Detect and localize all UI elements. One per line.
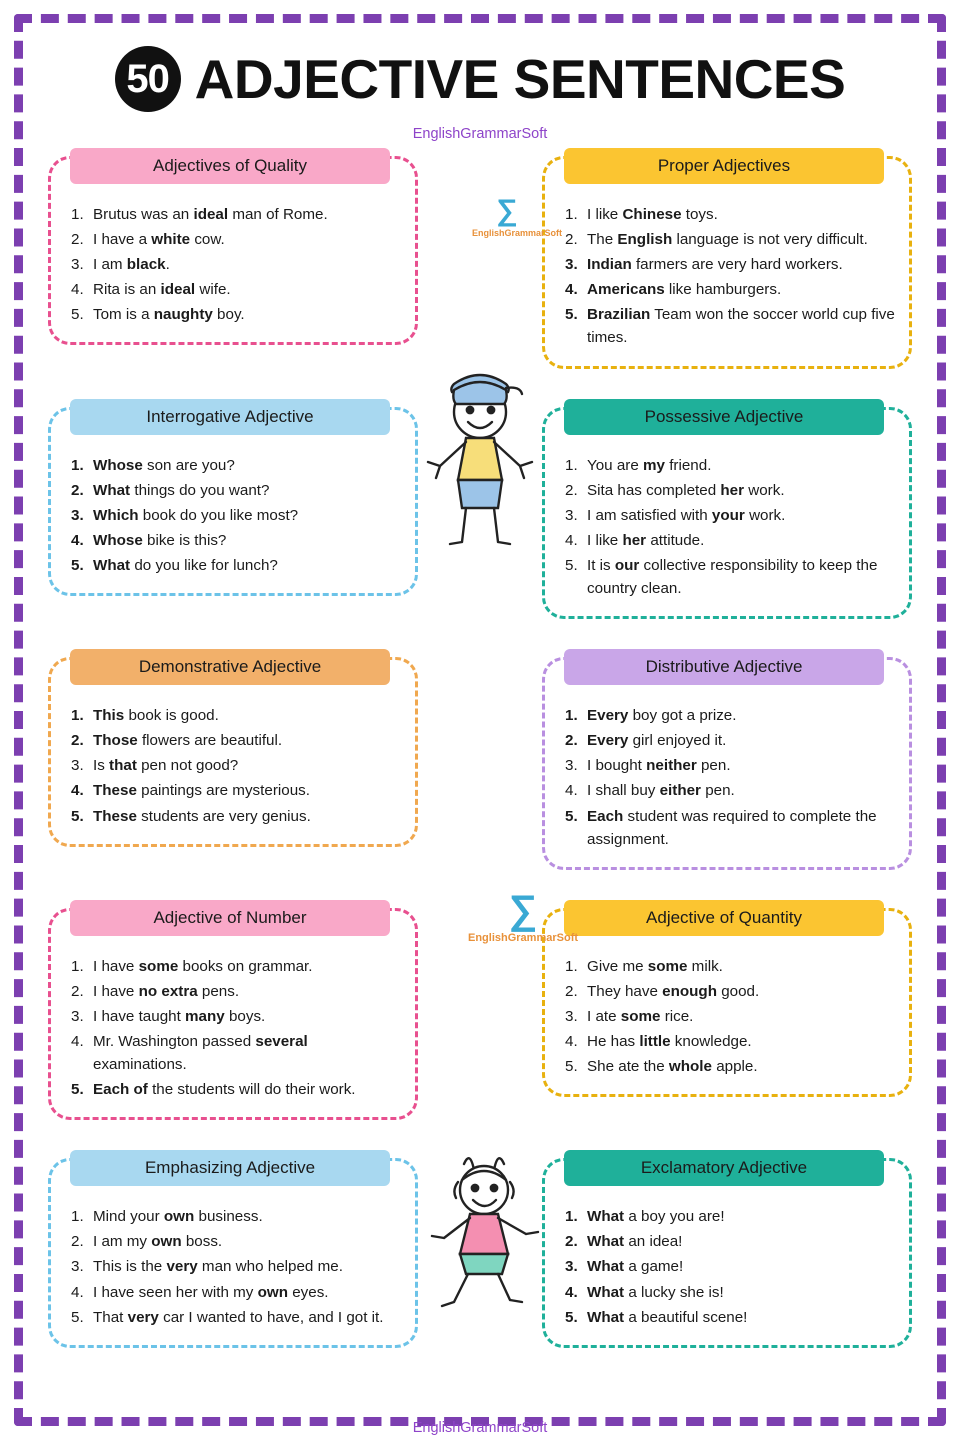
card-title-adjective-of-quantity: Adjective of Quantity: [564, 900, 884, 936]
list-item: [65, 754, 401, 777]
card-possessive-adjective: [532, 399, 922, 632]
list-item-number: 4.: [565, 1283, 578, 1301]
page-title: ADJECTIVE SENTENCES: [194, 48, 846, 110]
sentence-list: [65, 704, 401, 827]
list-item: [65, 729, 401, 752]
list-item-text: What a lucky she is!: [587, 1283, 724, 1301]
list-item: [559, 1030, 895, 1053]
list-item-number: 2.: [565, 732, 578, 750]
brand-logo-mark-icon: ∑: [508, 888, 538, 932]
list-item-number: 4.: [565, 281, 578, 299]
sentence-list: [65, 955, 401, 1102]
card-exclamatory-adjective: [532, 1150, 922, 1359]
list-item-number: 1.: [71, 206, 84, 223]
card-title-adjective-of-number: Adjective of Number: [70, 900, 390, 936]
list-item-text: Sita has completed her work.: [587, 481, 785, 499]
list-item-number: 3.: [71, 757, 84, 775]
count-badge: 50: [115, 46, 181, 112]
list-item-number: 3.: [565, 1258, 578, 1276]
list-item-text: Mind your own business.: [93, 1208, 263, 1226]
list-item: [65, 1281, 401, 1304]
card-body-demonstrative-adjective: [48, 657, 418, 846]
list-item: [559, 303, 895, 349]
list-item-number: 4.: [71, 1032, 84, 1050]
card-interrogative-adjective: [38, 399, 428, 632]
list-item: [559, 504, 895, 527]
list-item: [65, 955, 401, 978]
card-distributive-adjective: [532, 649, 922, 882]
list-item-number: 3.: [565, 256, 578, 274]
list-item: [559, 1281, 895, 1304]
list-item: [65, 1306, 401, 1329]
list-item-text: Whose son are you?: [93, 456, 235, 474]
list-item-number: 1.: [565, 456, 578, 474]
poster-content: [38, 30, 922, 1410]
list-item-text: Mr. Washington passed several examinations.: [93, 1032, 308, 1074]
brand-top: EnglishGrammarSoft: [412, 126, 548, 142]
list-item: [559, 980, 895, 1003]
sentence-list: [559, 1205, 895, 1328]
list-item: [65, 228, 401, 251]
list-item-number: 5.: [565, 306, 578, 324]
list-item-number: 2.: [71, 982, 84, 1000]
card-title-distributive-adjective: Distributive Adjective: [564, 649, 884, 685]
list-item-text: This is the very man who helped me.: [93, 1258, 343, 1276]
brand-logo-mark-icon: ∑: [496, 194, 518, 227]
card-body-proper-adjectives: [542, 156, 912, 369]
list-item-number: 4.: [565, 1032, 578, 1050]
sentence-list: [559, 704, 895, 851]
list-item-number: 4.: [71, 281, 84, 299]
card-body-adjectives-of-quality: [48, 156, 418, 345]
list-item-number: 2.: [565, 481, 578, 499]
list-item-text: I am my own boss.: [93, 1233, 223, 1251]
list-item-text: They have enough good.: [587, 982, 760, 1000]
list-item: [559, 1230, 895, 1253]
list-item-number: 1.: [565, 707, 578, 725]
list-item: [65, 779, 401, 802]
card-adjective-of-number: [38, 900, 428, 1133]
list-item-text: Each of the students will do their work.: [93, 1081, 356, 1099]
list-item: [65, 805, 401, 828]
brand-logo-label: EnglishGrammarSoft: [472, 228, 563, 238]
list-item-text: You are my friend.: [587, 456, 712, 474]
list-item: [559, 704, 895, 727]
list-item-number: 2.: [71, 231, 84, 249]
list-item-text: These paintings are mysterious.: [93, 782, 310, 800]
list-item-number: 4.: [71, 1283, 84, 1301]
list-item-number: 4.: [565, 782, 578, 800]
list-item-text: Brazilian Team won the soccer world cup five times.: [587, 306, 895, 347]
card-title-interrogative-adjective: Interrogative Adjective: [70, 399, 390, 435]
list-item-text: What do you like for lunch?: [93, 556, 278, 574]
list-item-text: I have a white cow.: [93, 231, 225, 249]
list-item: [559, 278, 895, 301]
list-item: [559, 1005, 895, 1028]
list-item-text: I am satisfied with your work.: [587, 506, 786, 524]
list-item: [559, 228, 895, 251]
list-item-text: Each student was required to complete the assignment.: [587, 807, 877, 848]
list-item-number: 5.: [565, 807, 578, 825]
sentence-list: [559, 203, 895, 350]
sentence-list: [65, 203, 401, 326]
card-body-exclamatory-adjective: [542, 1158, 912, 1347]
list-item-number: 3.: [565, 1007, 578, 1025]
list-item-number: 3.: [71, 1007, 84, 1025]
list-item-text: Tom is a naughty boy.: [93, 306, 245, 324]
card-title-emphasizing-adjective: Emphasizing Adjective: [70, 1150, 390, 1186]
list-item: [559, 754, 895, 777]
list-item-number: 2.: [565, 231, 578, 249]
list-item: [65, 1230, 401, 1253]
list-item: [559, 253, 895, 276]
list-item-number: 5.: [71, 1308, 84, 1326]
list-item: [559, 1205, 895, 1228]
list-item-number: 1.: [71, 957, 84, 975]
list-item: [559, 955, 895, 978]
list-item: [65, 1255, 401, 1278]
list-item-text: Which book do you like most?: [93, 506, 299, 524]
list-item-text: Give me some milk.: [587, 957, 723, 975]
list-item: [559, 554, 895, 600]
brand-logo-label: EnglishGrammarSoft: [468, 932, 579, 944]
list-item-number: 5.: [565, 1058, 578, 1076]
list-item: [65, 278, 401, 301]
sentence-list: [65, 1205, 401, 1328]
list-item-text: Americans like hamburgers.: [587, 281, 782, 299]
list-item: [559, 529, 895, 552]
list-item: [559, 203, 895, 226]
list-item-number: 1.: [565, 206, 578, 223]
list-item: [65, 504, 401, 527]
list-item-number: 2.: [71, 481, 84, 499]
list-item-text: I am black.: [93, 256, 170, 274]
list-item-number: 3.: [71, 256, 84, 274]
list-item-number: 2.: [565, 1233, 578, 1251]
card-body-interrogative-adjective: [48, 407, 418, 596]
list-item-text: I shall buy either pen.: [587, 782, 735, 800]
list-item: [65, 479, 401, 502]
list-item-text: It is our collective responsibility to keep the country clean.: [587, 556, 878, 598]
list-item-text: I have taught many boys.: [93, 1007, 266, 1025]
list-item-number: 5.: [565, 556, 578, 574]
list-item: [65, 253, 401, 276]
card-proper-adjectives: [532, 148, 922, 381]
card-body-possessive-adjective: [542, 407, 912, 620]
list-item-number: 1.: [71, 1208, 84, 1226]
list-item-number: 3.: [565, 506, 578, 524]
card-adjective-of-quantity: [532, 900, 922, 1133]
list-item-text: What things do you want?: [93, 481, 270, 499]
list-item-number: 5.: [71, 1081, 84, 1099]
list-item: [65, 704, 401, 727]
list-item-text: This book is good.: [93, 707, 219, 725]
boy-doodle-illustration: [416, 350, 544, 550]
card-body-adjective-of-number: [48, 908, 418, 1121]
list-item: [559, 1055, 895, 1078]
list-item-text: I like her attitude.: [587, 531, 705, 549]
sentence-list: [559, 454, 895, 601]
list-item: [65, 1078, 401, 1101]
list-item: [65, 1205, 401, 1228]
list-item: [559, 805, 895, 851]
card-title-exclamatory-adjective: Exclamatory Adjective: [564, 1150, 884, 1186]
card-body-adjective-of-quantity: [542, 908, 912, 1097]
list-item-number: 1.: [71, 707, 84, 725]
card-title-possessive-adjective: Possessive Adjective: [564, 399, 884, 435]
list-item-number: 5.: [71, 306, 84, 324]
list-item: [65, 1005, 401, 1028]
list-item-number: 3.: [71, 1258, 84, 1276]
list-item-text: I have seen her with my own eyes.: [93, 1283, 329, 1301]
list-item-number: 2.: [71, 1233, 84, 1251]
list-item: [65, 454, 401, 477]
card-body-distributive-adjective: [542, 657, 912, 870]
list-item-text: These students are very genius.: [93, 807, 311, 825]
list-item-text: Is that pen not good?: [93, 757, 239, 775]
list-item-text: What an idea!: [587, 1233, 683, 1251]
list-item: [65, 303, 401, 326]
list-item-number: 5.: [71, 807, 84, 825]
card-adjectives-of-quality: [38, 148, 428, 381]
list-item-number: 2.: [565, 982, 578, 1000]
list-item-number: 1.: [565, 1208, 578, 1226]
list-item-text: I have no extra pens.: [93, 982, 240, 1000]
list-item-number: 3.: [71, 506, 84, 524]
list-item-number: 4.: [71, 782, 84, 800]
list-item-text: That very car I wanted to have, and I got it.: [93, 1308, 384, 1326]
list-item: [559, 729, 895, 752]
list-item: [559, 1255, 895, 1278]
brand-logo-top: [472, 194, 563, 238]
card-title-demonstrative-adjective: Demonstrative Adjective: [70, 649, 390, 685]
list-item: [65, 554, 401, 577]
list-item: [559, 779, 895, 802]
list-item: [65, 529, 401, 552]
sentence-list: [65, 454, 401, 577]
list-item-text: What a boy you are!: [587, 1208, 725, 1226]
list-item-number: 4.: [565, 531, 578, 549]
list-item-text: Whose bike is this?: [93, 531, 227, 549]
card-body-emphasizing-adjective: [48, 1158, 418, 1347]
poster-header: [38, 46, 922, 112]
sentence-list: [559, 955, 895, 1078]
card-title-adjectives-of-quality: Adjectives of Quality: [70, 148, 390, 184]
list-item-text: Those flowers are beautiful.: [93, 732, 283, 750]
brand-bottom: EnglishGrammarSoft: [412, 1420, 548, 1436]
list-item-text: Brutus was an ideal man of Rome.: [93, 206, 328, 223]
list-item-text: The English language is not very difficult.: [587, 231, 868, 249]
card-demonstrative-adjective: [38, 649, 428, 882]
brand-logo-middle: [468, 890, 578, 944]
list-item-text: Rita is an ideal wife.: [93, 281, 231, 299]
list-item: [65, 203, 401, 226]
list-item-text: I ate some rice.: [587, 1007, 694, 1025]
list-item: [559, 454, 895, 477]
list-item-number: 1.: [565, 957, 578, 975]
list-item-text: I have some books on grammar.: [93, 957, 313, 975]
list-item-number: 2.: [71, 732, 84, 750]
girl-doodle-illustration: [420, 1142, 548, 1322]
list-item-text: She ate the whole apple.: [587, 1058, 758, 1076]
list-item-text: Every boy got a prize.: [587, 707, 737, 725]
list-item-number: 4.: [71, 531, 84, 549]
list-item-text: What a game!: [587, 1258, 684, 1276]
list-item: [559, 479, 895, 502]
list-item-number: 3.: [565, 757, 578, 775]
list-item-text: I bought neither pen.: [587, 757, 731, 775]
list-item: [65, 1030, 401, 1076]
list-item-number: 5.: [71, 556, 84, 574]
list-item-text: He has little knowledge.: [587, 1032, 752, 1050]
list-item: [559, 1306, 895, 1329]
card-emphasizing-adjective: [38, 1150, 428, 1359]
list-item-number: 5.: [565, 1308, 578, 1326]
card-title-proper-adjectives: Proper Adjectives: [564, 148, 884, 184]
list-item: [65, 980, 401, 1003]
list-item-text: Every girl enjoyed it.: [587, 732, 727, 750]
list-item-text: I like Chinese toys.: [587, 206, 718, 223]
list-item-text: Indian farmers are very hard workers.: [587, 256, 843, 274]
list-item-number: 1.: [71, 456, 84, 474]
list-item-text: What a beautiful scene!: [587, 1308, 748, 1326]
